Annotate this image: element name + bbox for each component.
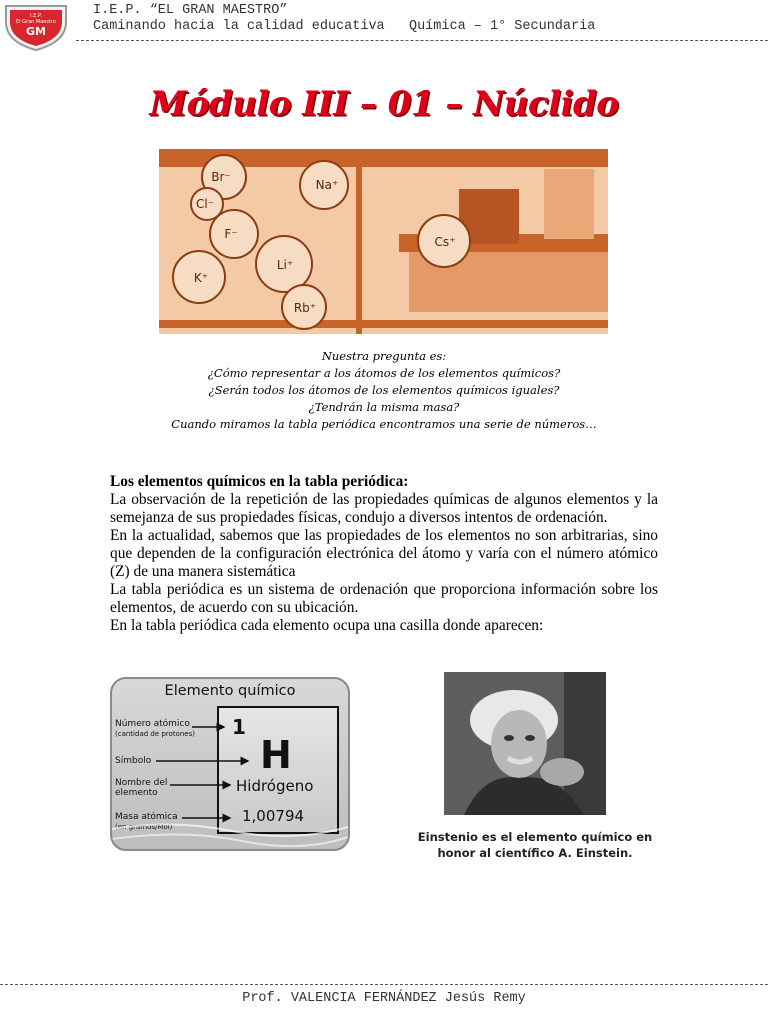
svg-text:Br⁻: Br⁻ xyxy=(211,170,231,184)
element-card xyxy=(110,677,350,851)
question-line: ¿Tendrán la misma masa? xyxy=(308,400,460,414)
label-symbol: Símbolo xyxy=(115,756,152,766)
atomic-mass-value: 1,00794 xyxy=(242,807,305,825)
element-card-title: Elemento químico xyxy=(164,683,296,699)
course-name: Química – 1° Secundaria xyxy=(408,19,596,34)
svg-text:Li⁺: Li⁺ xyxy=(276,258,294,272)
paragraph: La observación de la repetición de las propiedades químicas de algunos elementos y la semejanza de sus propiedades físicas, condujo a diversos intentos de ordenación. xyxy=(110,491,658,526)
question-line: Cuando miramos la tabla periódica encontramos una serie de números… xyxy=(171,417,597,431)
svg-text:Na⁺: Na⁺ xyxy=(315,178,339,192)
einstein-photo xyxy=(444,672,606,815)
svg-text:I.E.P.: I.E.P. xyxy=(30,13,42,19)
paragraph: En la tabla periódica cada elemento ocupa una casilla donde aparecen: xyxy=(110,617,544,634)
body-text xyxy=(110,473,658,635)
einstein-caption: Einstenio es el elemento químico en honor al científico A. Einstein. xyxy=(417,830,653,860)
svg-text:GM: GM xyxy=(26,25,46,38)
label-atomic-number: Número atómico (cantidad de protones) xyxy=(115,719,195,738)
footer-divider xyxy=(0,984,768,985)
school-name: I.E.P. “EL GRAN MAESTRO” xyxy=(93,3,288,18)
svg-text:El Gran Maestro: El Gran Maestro xyxy=(16,19,56,25)
label-mass: Masa atómica (en gramos/Mol) xyxy=(115,812,178,831)
section-heading: Los elementos químicos en la tabla periódica: xyxy=(110,473,409,490)
svg-text:F⁻: F⁻ xyxy=(224,227,238,241)
header-subtitle xyxy=(93,19,595,34)
svg-text:Cs⁺: Cs⁺ xyxy=(434,235,456,249)
footer-author: Prof. VALENCIA FERNÁNDEZ Jesús Remy xyxy=(242,991,526,1006)
svg-text:K⁺: K⁺ xyxy=(193,271,209,285)
arrows xyxy=(112,679,348,849)
atomic-number-value: 1 xyxy=(232,715,246,739)
element-symbol: H xyxy=(260,733,292,777)
question-line: Nuestra pregunta es: xyxy=(321,349,447,363)
header-divider xyxy=(76,40,768,41)
svg-text:Cl⁻: Cl⁻ xyxy=(195,197,215,211)
question-line: ¿Cómo representar a los átomos de los elementos químicos? xyxy=(207,366,561,380)
label-name: Nombre del elemento xyxy=(115,778,168,798)
paragraph: En la actualidad, sabemos que las propiedades de los elementos no son arbitrarias, sino que dependen de la configuración electrónica del átomo y varía con el número atómico (Z) de una manera sistemática xyxy=(110,527,658,580)
question-line: ¿Serán todos los átomos de los elementos químicos iguales? xyxy=(208,383,560,397)
page-title: Módulo III – 01 – Núclido xyxy=(149,84,619,124)
svg-text:Rb⁺: Rb⁺ xyxy=(293,301,317,315)
motto: Caminando hacia la calidad educativa xyxy=(93,19,385,34)
school-logo xyxy=(2,2,70,52)
element-name: Hidrógeno xyxy=(236,777,314,795)
intro-questions xyxy=(0,348,768,433)
cartoon-illustration xyxy=(159,149,608,334)
paragraph: La tabla periódica es un sistema de ordenación que proporciona información sobre los elementos, de acuerdo con su ubicación. xyxy=(110,581,658,616)
